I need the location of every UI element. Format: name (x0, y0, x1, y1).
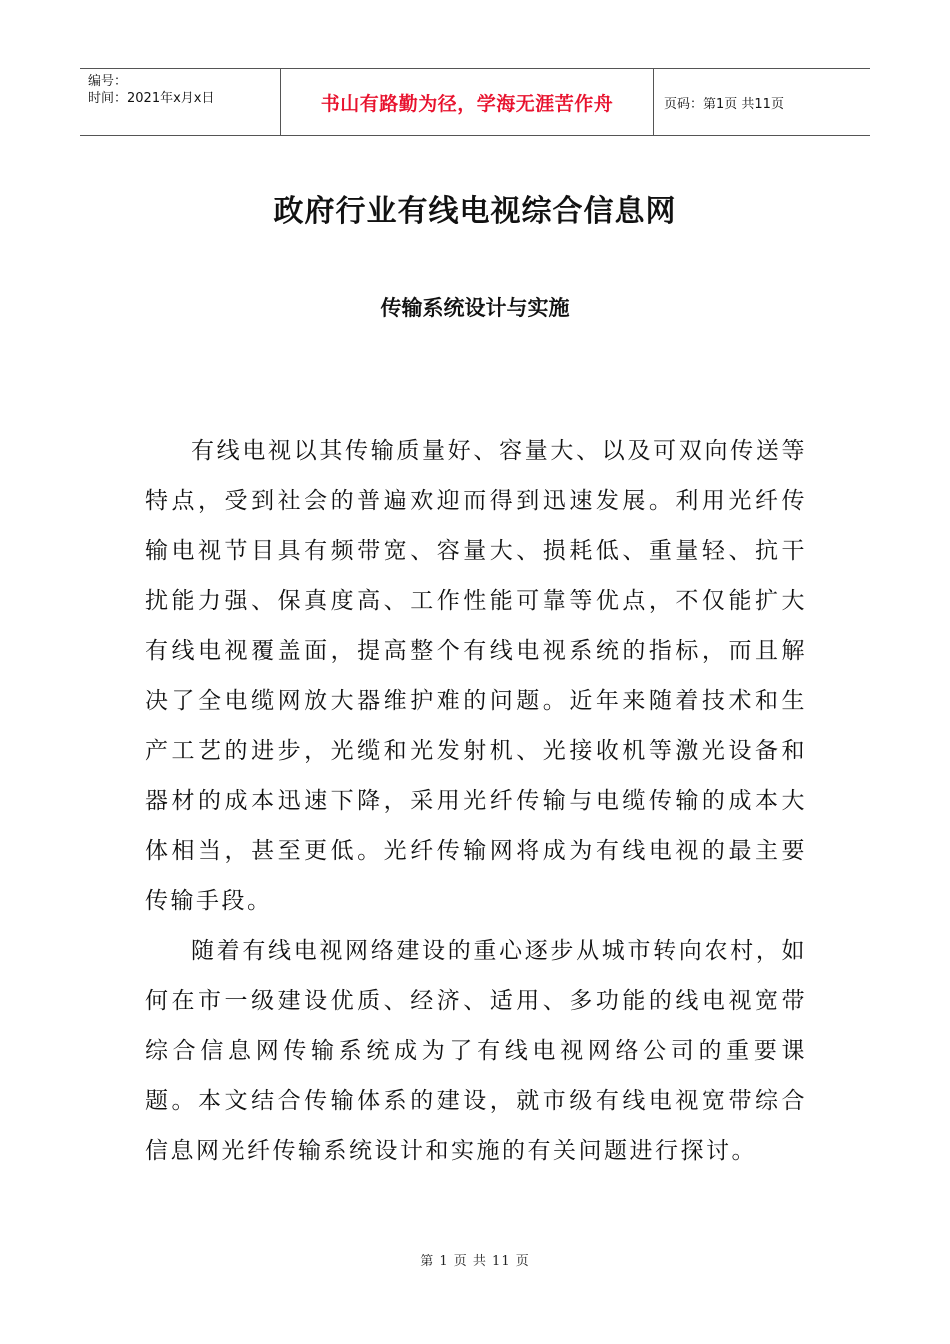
body-paragraph: 随着有线电视网络建设的重心逐步从城市转向农村，如何在市一级建设优质、经济、适用、多功能的线电视宽带综合信息网传输系统成为了有线电视网络公司的重要课题。本文结合传输体系的建设，就市级有线电视宽带综合信息网光纤传输系统设计和实施的有关问题进行探讨。 (145, 938, 807, 1164)
document-number-label: 编号： (88, 74, 128, 89)
document-time-label: 时间：2021年x月x日 (88, 91, 215, 106)
header-page-info: 页码：第1页 共11页 (664, 96, 784, 112)
header-meta (80, 69, 281, 135)
document-title: 政府行业有线电视综合信息网 (273, 194, 677, 229)
document-subtitle: 传输系统设计与实施 (380, 296, 570, 320)
page-header (80, 68, 870, 136)
header-motto: 书山有路勤为径，学海无涯苦作舟 (320, 92, 614, 115)
body-paragraph: 有线电视以其传输质量好、容量大、以及可双向传送等特点，受到社会的普遍欢迎而得到迅速发展。利用光纤传输电视节目具有频带宽、容量大、损耗低、重量轻、抗干扰能力强、保真度高、工作性能可靠等优点，不仅能扩大有线电视覆盖面，提高整个有线电视系统的指标，而且解决了全电缆网放大器维护难的问题。近年来随着技术和生产工艺的进步，光缆和光发射机、光接收机等激光设备和器材的成本迅速下降，采用光纤传输与电缆传输的成本大体相当，甚至更低。光纤传输网将成为有线电视的最主要传输手段。 (145, 438, 807, 914)
page-footer: 第 1 页 共 11 页 (420, 1254, 530, 1269)
header-motto-cell (281, 69, 654, 135)
document-body (145, 426, 807, 1176)
